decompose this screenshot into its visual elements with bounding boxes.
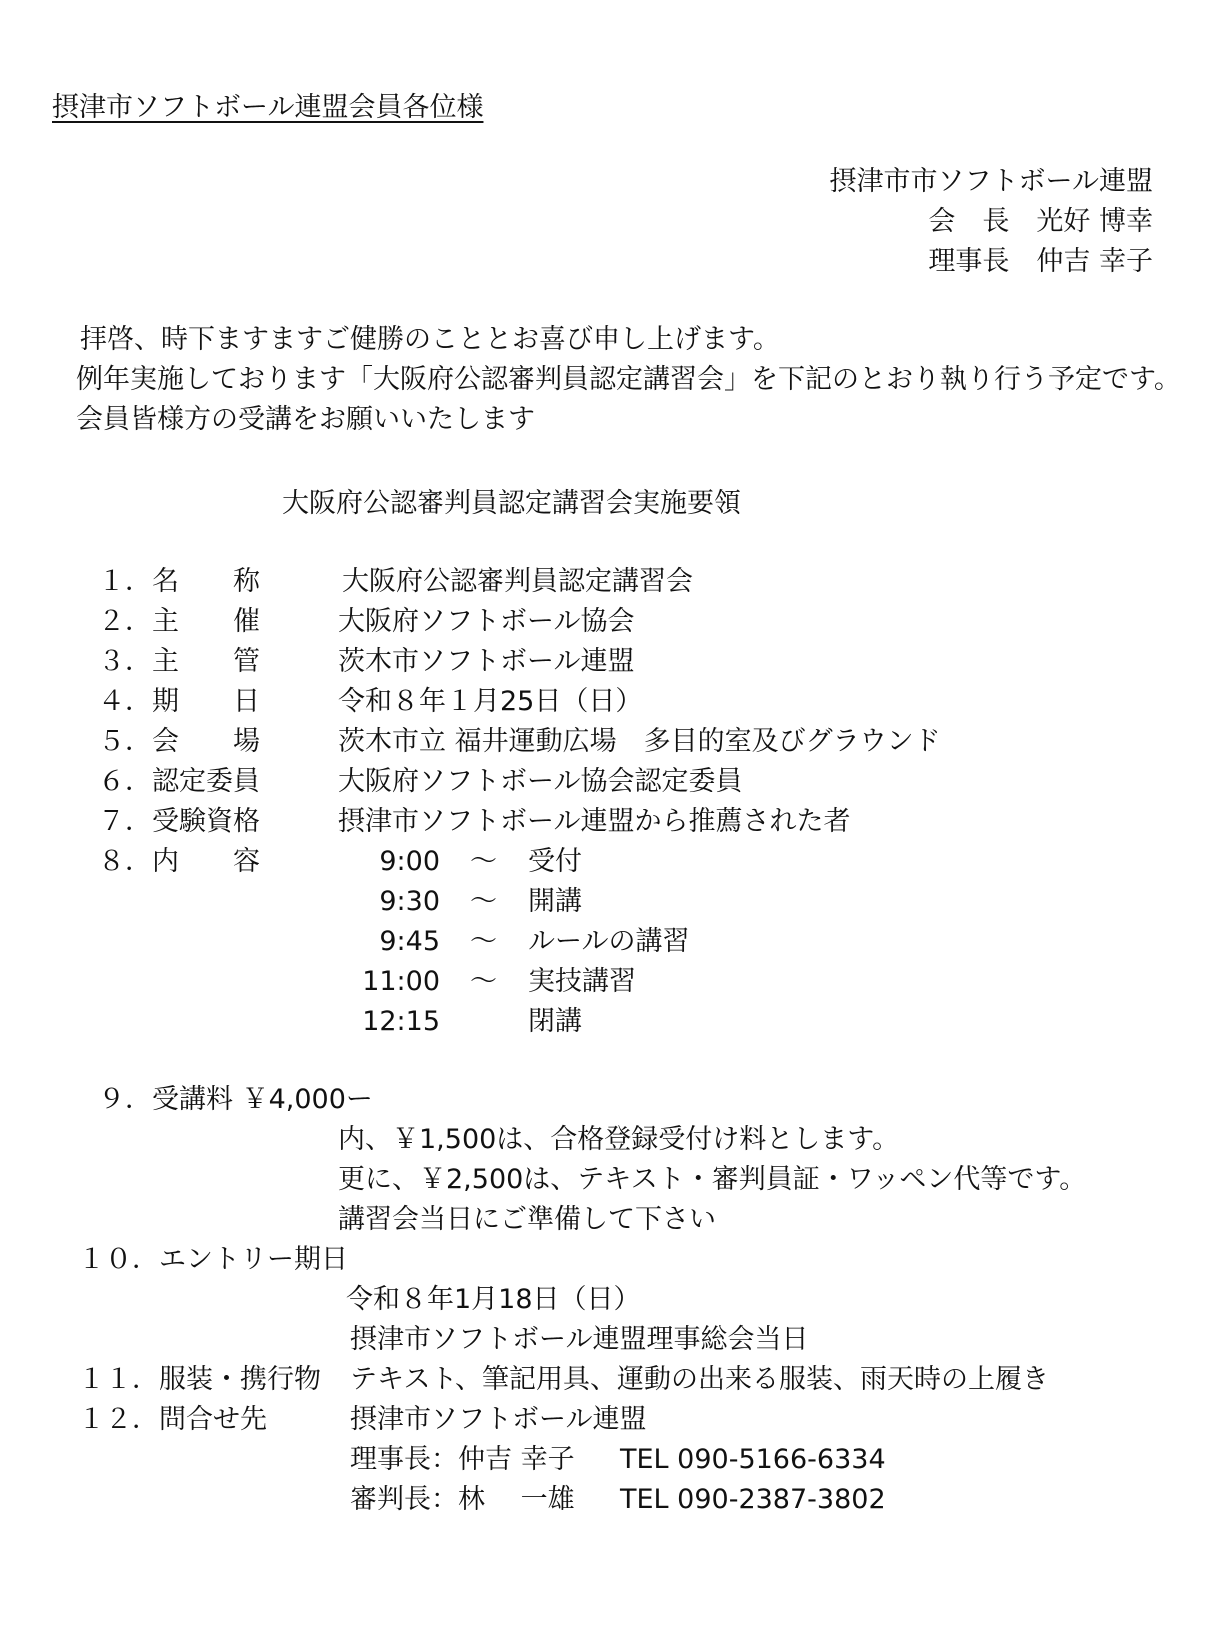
clothing-label: １１．服装・携行物: [78, 1364, 321, 1395]
greeting-line-2: 例年実施しております「大阪府公認審判員認定講習会」を下記のとおり執り行う予定です。: [76, 364, 1181, 395]
sender-chair: 理事長 仲吉 幸子: [928, 246, 1153, 277]
item-5-value: 茨木市立 福井運動広場 多目的室及びグラウンド: [338, 726, 941, 757]
sender-org: 摂津市市ソフトボール連盟: [829, 166, 1153, 197]
schedule-time: 12:15: [362, 1006, 440, 1037]
contact-tel: TEL 090-2387-3802: [620, 1484, 886, 1515]
schedule-sep: ～: [470, 926, 497, 957]
schedule-desc: 開講: [528, 886, 582, 917]
clothing-value: テキスト、筆記用具、運動の出来る服装、雨天時の上履き: [350, 1364, 1050, 1395]
item-6-label: ６．認定委員: [98, 766, 260, 797]
fee-line-2: 更に、￥2,500は、テキスト・審判員証・ワッペン代等です。: [338, 1164, 1087, 1195]
contact-role: 審判長：林 一雄: [350, 1484, 575, 1515]
entry-label: １０．エントリー期日: [78, 1244, 348, 1275]
schedule-time: 9:30: [379, 886, 440, 917]
schedule-sep: ～: [470, 846, 497, 877]
item-7-label: ７．受験資格: [98, 806, 260, 837]
schedule-desc: 受付: [528, 846, 582, 877]
fee-line-3: 講習会当日にご準備して下さい: [338, 1204, 716, 1235]
item-1-label: １．名 称: [98, 566, 260, 597]
contact-role: 理事長：仲吉 幸子: [350, 1444, 575, 1475]
entry-date: 令和８年1月18日（日）: [346, 1284, 641, 1315]
fee-label: ９．受講料 ￥4,000ー: [98, 1084, 373, 1115]
contact-label: １２．問合せ先: [78, 1404, 267, 1435]
doc-title: 大阪府公認審判員認定講習会実施要領: [282, 488, 741, 519]
item-4-value: 令和８年１月25日（日）: [338, 686, 643, 717]
contact-tel: TEL 090-5166-6334: [620, 1444, 886, 1475]
item-4-label: ４．期 日: [98, 686, 260, 717]
entry-note: 摂津市ソフトボール連盟理事総会当日: [350, 1324, 809, 1355]
item-7-value: 摂津市ソフトボール連盟から推薦された者: [338, 806, 851, 837]
item-2-label: ２．主 催: [98, 606, 260, 637]
schedule-sep: ～: [470, 886, 497, 917]
schedule-desc: ルールの講習: [528, 926, 690, 957]
greeting-line-1: 拝啓、時下ますますご健勝のこととお喜び申し上げます。: [80, 324, 780, 355]
schedule-desc: 実技講習: [528, 966, 636, 997]
sender-president: 会 長 光好 博幸: [928, 206, 1153, 237]
schedule-time: 11:00: [362, 966, 440, 997]
item-3-label: ３．主 管: [98, 646, 260, 677]
schedule-time: 9:45: [379, 926, 440, 957]
addressee: 摂津市ソフトボール連盟会員各位様: [52, 92, 484, 123]
item-8-label: ８．内 容: [98, 846, 260, 877]
item-6-value: 大阪府ソフトボール協会認定委員: [338, 766, 743, 797]
fee-line-1: 内、￥1,500は、合格登録受付け料とします。: [338, 1124, 900, 1155]
schedule-time: 9:00: [379, 846, 440, 877]
greeting-line-3: 会員皆様方の受講をお願いいたします: [76, 404, 535, 435]
schedule-sep: ～: [470, 966, 497, 997]
item-5-label: ５．会 場: [98, 726, 260, 757]
item-2-value: 大阪府ソフトボール協会: [338, 606, 635, 637]
item-1-value: 大阪府公認審判員認定講習会: [342, 566, 693, 597]
contact-org: 摂津市ソフトボール連盟: [350, 1404, 647, 1435]
schedule-desc: 閉講: [528, 1006, 582, 1037]
item-3-value: 茨木市ソフトボール連盟: [338, 646, 635, 677]
